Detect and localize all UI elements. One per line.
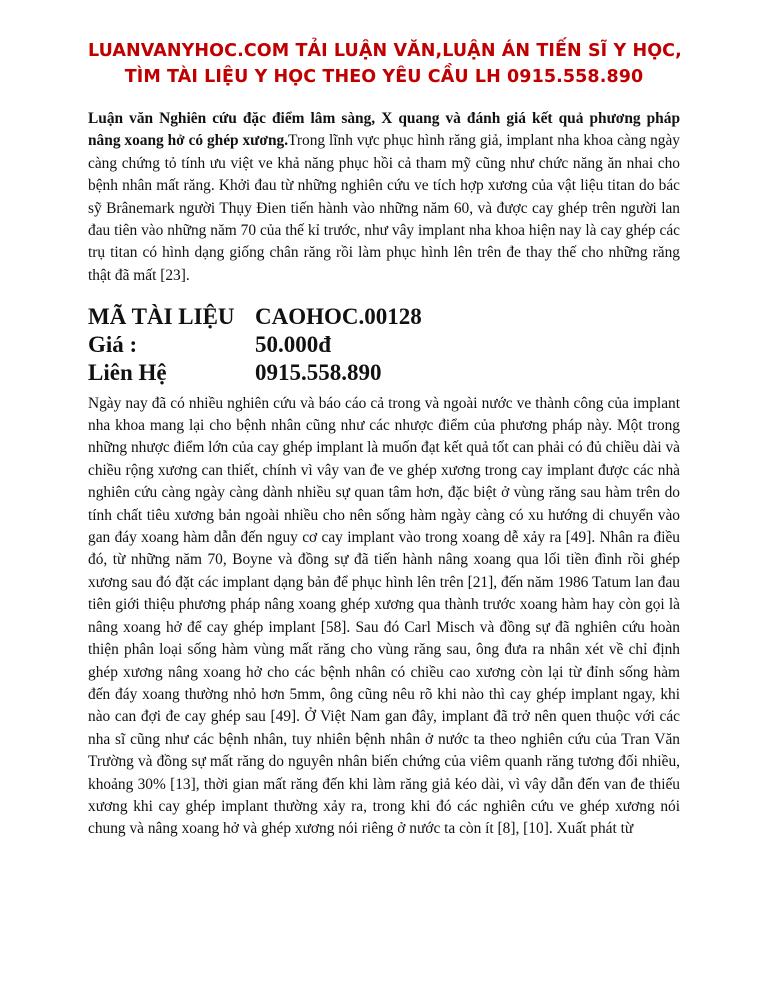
- code-row: [88, 303, 680, 331]
- intro-paragraph: [88, 108, 680, 287]
- body-paragraph: Ngày nay đã có nhiều nghiên cứu và báo cáo cả trong và ngoài nước ve thành công của implant nha khoa mang lại cho bệnh nhân cũng như các nhược điểm của phương pháp này. Một trong những nhược điểm lớn của cay ghép implant là muốn đạt kết quả tốt can phải có đủ chiều dài và chiều rộng xương can thiết, chính vì vây van đe ve ghép xương trong cay implant được các nhà nghiên cứu càng ngày càng dành nhiều sự quan tâm hơn, đặc biệt ở vùng răng sau hàm trên do tính chất tiêu xương bản ngoài nhiều cho nên sống hàm ngày càng có xu hướng di chuyển vào gan đáy xoang hàm dẫn đến nguy cơ cay implant vào trong xoang dễ xảy ra [49]. Nhân ra điều đó, từ những năm 70, Boyne và đồng sự đã tiến hành nâng xoang qua lối tiền đình rồi ghép xương sau đó đặt các implant dạng bản để phục hình lên trên [21], đến năm 1986 Tatum lan đau tiên giới thiệu phương pháp nâng xoang ghép xương qua thành trước xoang hàm hay còn gọi là nâng xoang hở để cay ghép implant [58]. Sau đó Carl Misch và đồng sự đã nghiên cứu hoàn thiện phân loại sống hàm vùng mất răng cho vùng răng sau, ông đưa ra nhân xét về chỉ định ghép xương nâng xoang hở cho các bệnh nhân có chiều cao xương còn lại từ đỉnh sống hàm đến đáy xoang thường nhỏ hơn 5mm, ông cũng nêu rõ khi nào thì cay ghép implant ngay, khi nào can đợi đe cay ghép sau [49]. Ở Việt Nam gan đây, implant đã trở nên quen thuộc với các nha sĩ cũng như các bệnh nhân, tuy nhiên bệnh nhân ở nước ta theo nghiên cứu của Tran Văn Trường và đồng sự mất răng do nguyên nhân biến chứng của viêm quanh răng tương đối nhiều, khoảng 30% [13], thời gian mất răng đến khi làm răng giả kéo dài, vì vây dẫn đến van đe thiếu xương khi cay ghép implant thường xảy ra, trong khi đó các nghiên cứu ve ghép xương nói chung và nâng xoang hở và ghép xương nói riêng ở nước ta còn ít [8], [10]. Xuất phát từ: [88, 394, 680, 838]
- header-line-1: LUANVANYHOC.COM TẢI LUẬN VĂN,LUẬN ÁN TIẾN SĨ Y HỌC,: [88, 41, 682, 61]
- price-row: [88, 331, 680, 359]
- thesis-title: Luận văn Nghiên cứu đặc điểm lâm sàng, X quang và đánh giá kết quả phương pháp nâng xoang hở có ghép xương.: [88, 110, 680, 150]
- contact-value: 0915.558.890: [255, 359, 382, 385]
- price-label: Giá :: [88, 331, 138, 357]
- contact-label: Liên Hệ: [88, 359, 167, 385]
- code-label: MÃ TÀI LIỆU: [88, 303, 235, 329]
- intro-text: Trong lĩnh vực phục hình răng giả, implant nha khoa càng ngày càng chứng tỏ tính ưu việt ve khả năng phục hồi cả tham mỹ cũng như chức năng ăn nhai cho bệnh nhân mất răng. Khởi đau từ những nghiên cứu ve tích hợp xương của vật liệu titan do bác sỹ Brânemark người Thụy Đien tiến hành vào những năm 60, và được cay ghép trên người lan đau tiên vào những năm 70 của thế kỉ trước, như vây implant nha khoa hiện nay là cay ghép các trụ titan có hình dạng giống chân răng rồi làm phục hình lên trên đe thay thế cho những răng thật đã mất [23].: [88, 132, 680, 284]
- header-line-2: TÌM TÀI LIỆU Y HỌC THEO YÊU CẦU LH 0915.558.890: [124, 67, 644, 87]
- site-header: [88, 38, 680, 90]
- price-value: 50.000đ: [255, 331, 332, 357]
- document-info: [88, 303, 680, 387]
- code-value: CAOHOC.00128: [255, 303, 422, 329]
- contact-row: [88, 359, 680, 387]
